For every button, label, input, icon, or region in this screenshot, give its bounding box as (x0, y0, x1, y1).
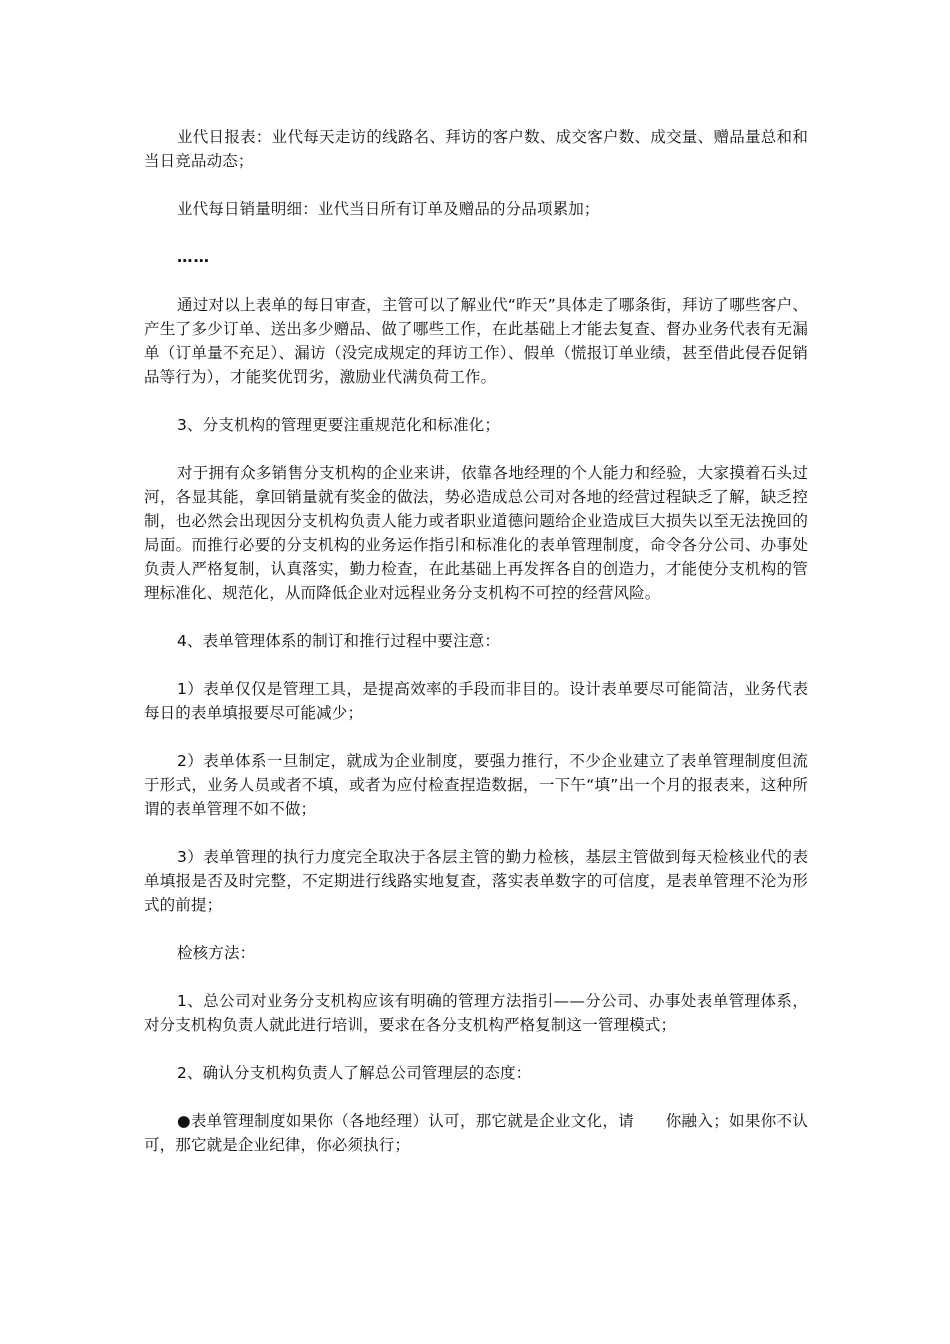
paragraph-bullet-culture: ●表单管理制度如果你（各地经理）认可，那它就是企业文化，请 你融入；如果你不认可，那它就是企业纪律，你必须执行； (144, 1112, 808, 1154)
paragraph-daily-report: 业代日报表：业代每天走访的线路名、拜访的客户数、成交客户数、成交量、赠品量总和和当日竞品动态； (144, 128, 808, 170)
paragraph-branch-management: 对于拥有众多销售分支机构的企业来讲，依靠各地经理的个人能力和经验，大家摸着石头过河，各显其能，拿回销量就有奖金的做法，势必造成总公司对各地的经营过程缺乏了解，缺乏控制，也必然会出现因分支机构负责人能力或者职业道德问题给企业造成巨大损失以至无法挽回的局面。而推行必要的分支机构的业务运作指引和标准化的表单管理制度，命令各分公司、办事处负责人严格复制，认真落实，勤力检查，在此基础上再发挥各自的创造力，才能使分支机构的管理标准化、规范化，从而降低企业对远程业务分支机构不可控的经营风险。 (144, 464, 808, 602)
heading-section-3: 3、分支机构的管理更要注重规范化和标准化； (177, 416, 501, 434)
paragraph-point-3: 3）表单管理的执行力度完全取决于各层主管的勤力检核，基层主管做到每天检核业代的表单填报是否及时完整，不定期进行线路实地复查，落实表单数字的可信度，是表单管理不沦为形式的前提； (144, 848, 808, 914)
paragraph-review: 通过对以上表单的每日审查，主管可以了解业代“昨天”具体走了哪条街，拜访了哪些客户、产生了多少订单、送出多少赠品、做了哪些工作，在此基础上才能去复查、督办业务代表有无漏单（订单量不充足）、漏访（没完成规定的拜访工作）、假单（慌报订单业绩，甚至借此侵吞促销品等行为），才能奖优罚劣，激励业代满负荷工作。 (144, 296, 808, 386)
document-body (144, 125, 808, 1181)
paragraph-method-1: 1、总公司对业务分支机构应该有明确的管理方法指引——分公司、办事处表单管理体系，对分支机构负责人就此进行培训，要求在各分支机构严格复制这一管理模式； (144, 992, 808, 1034)
heading-check-method: 检核方法： (177, 944, 256, 962)
paragraph-method-2: 2、确认分支机构负责人了解总公司管理层的态度： (177, 1064, 532, 1082)
paragraph-daily-sales-detail: 业代每日销量明细：业代当日所有订单及赠品的分品项累加； (177, 200, 600, 218)
paragraph-point-1: 1）表单仅仅是管理工具，是提高效率的手段而非目的。设计表单要尽可能简洁，业务代表每日的表单填报要尽可能减少； (144, 680, 808, 722)
paragraph-point-2: 2）表单体系一旦制定，就成为企业制度，要强力推行，不少企业建立了表单管理制度但流于形式，业务人员或者不填，或者为应付检查捏造数据，一下午“填”出一个月的报表来，这种所谓的表单管理不如不做； (144, 752, 808, 818)
heading-section-4: 4、表单管理体系的制订和推行过程中要注意： (177, 632, 501, 650)
paragraph-ellipsis: …… (177, 248, 210, 266)
